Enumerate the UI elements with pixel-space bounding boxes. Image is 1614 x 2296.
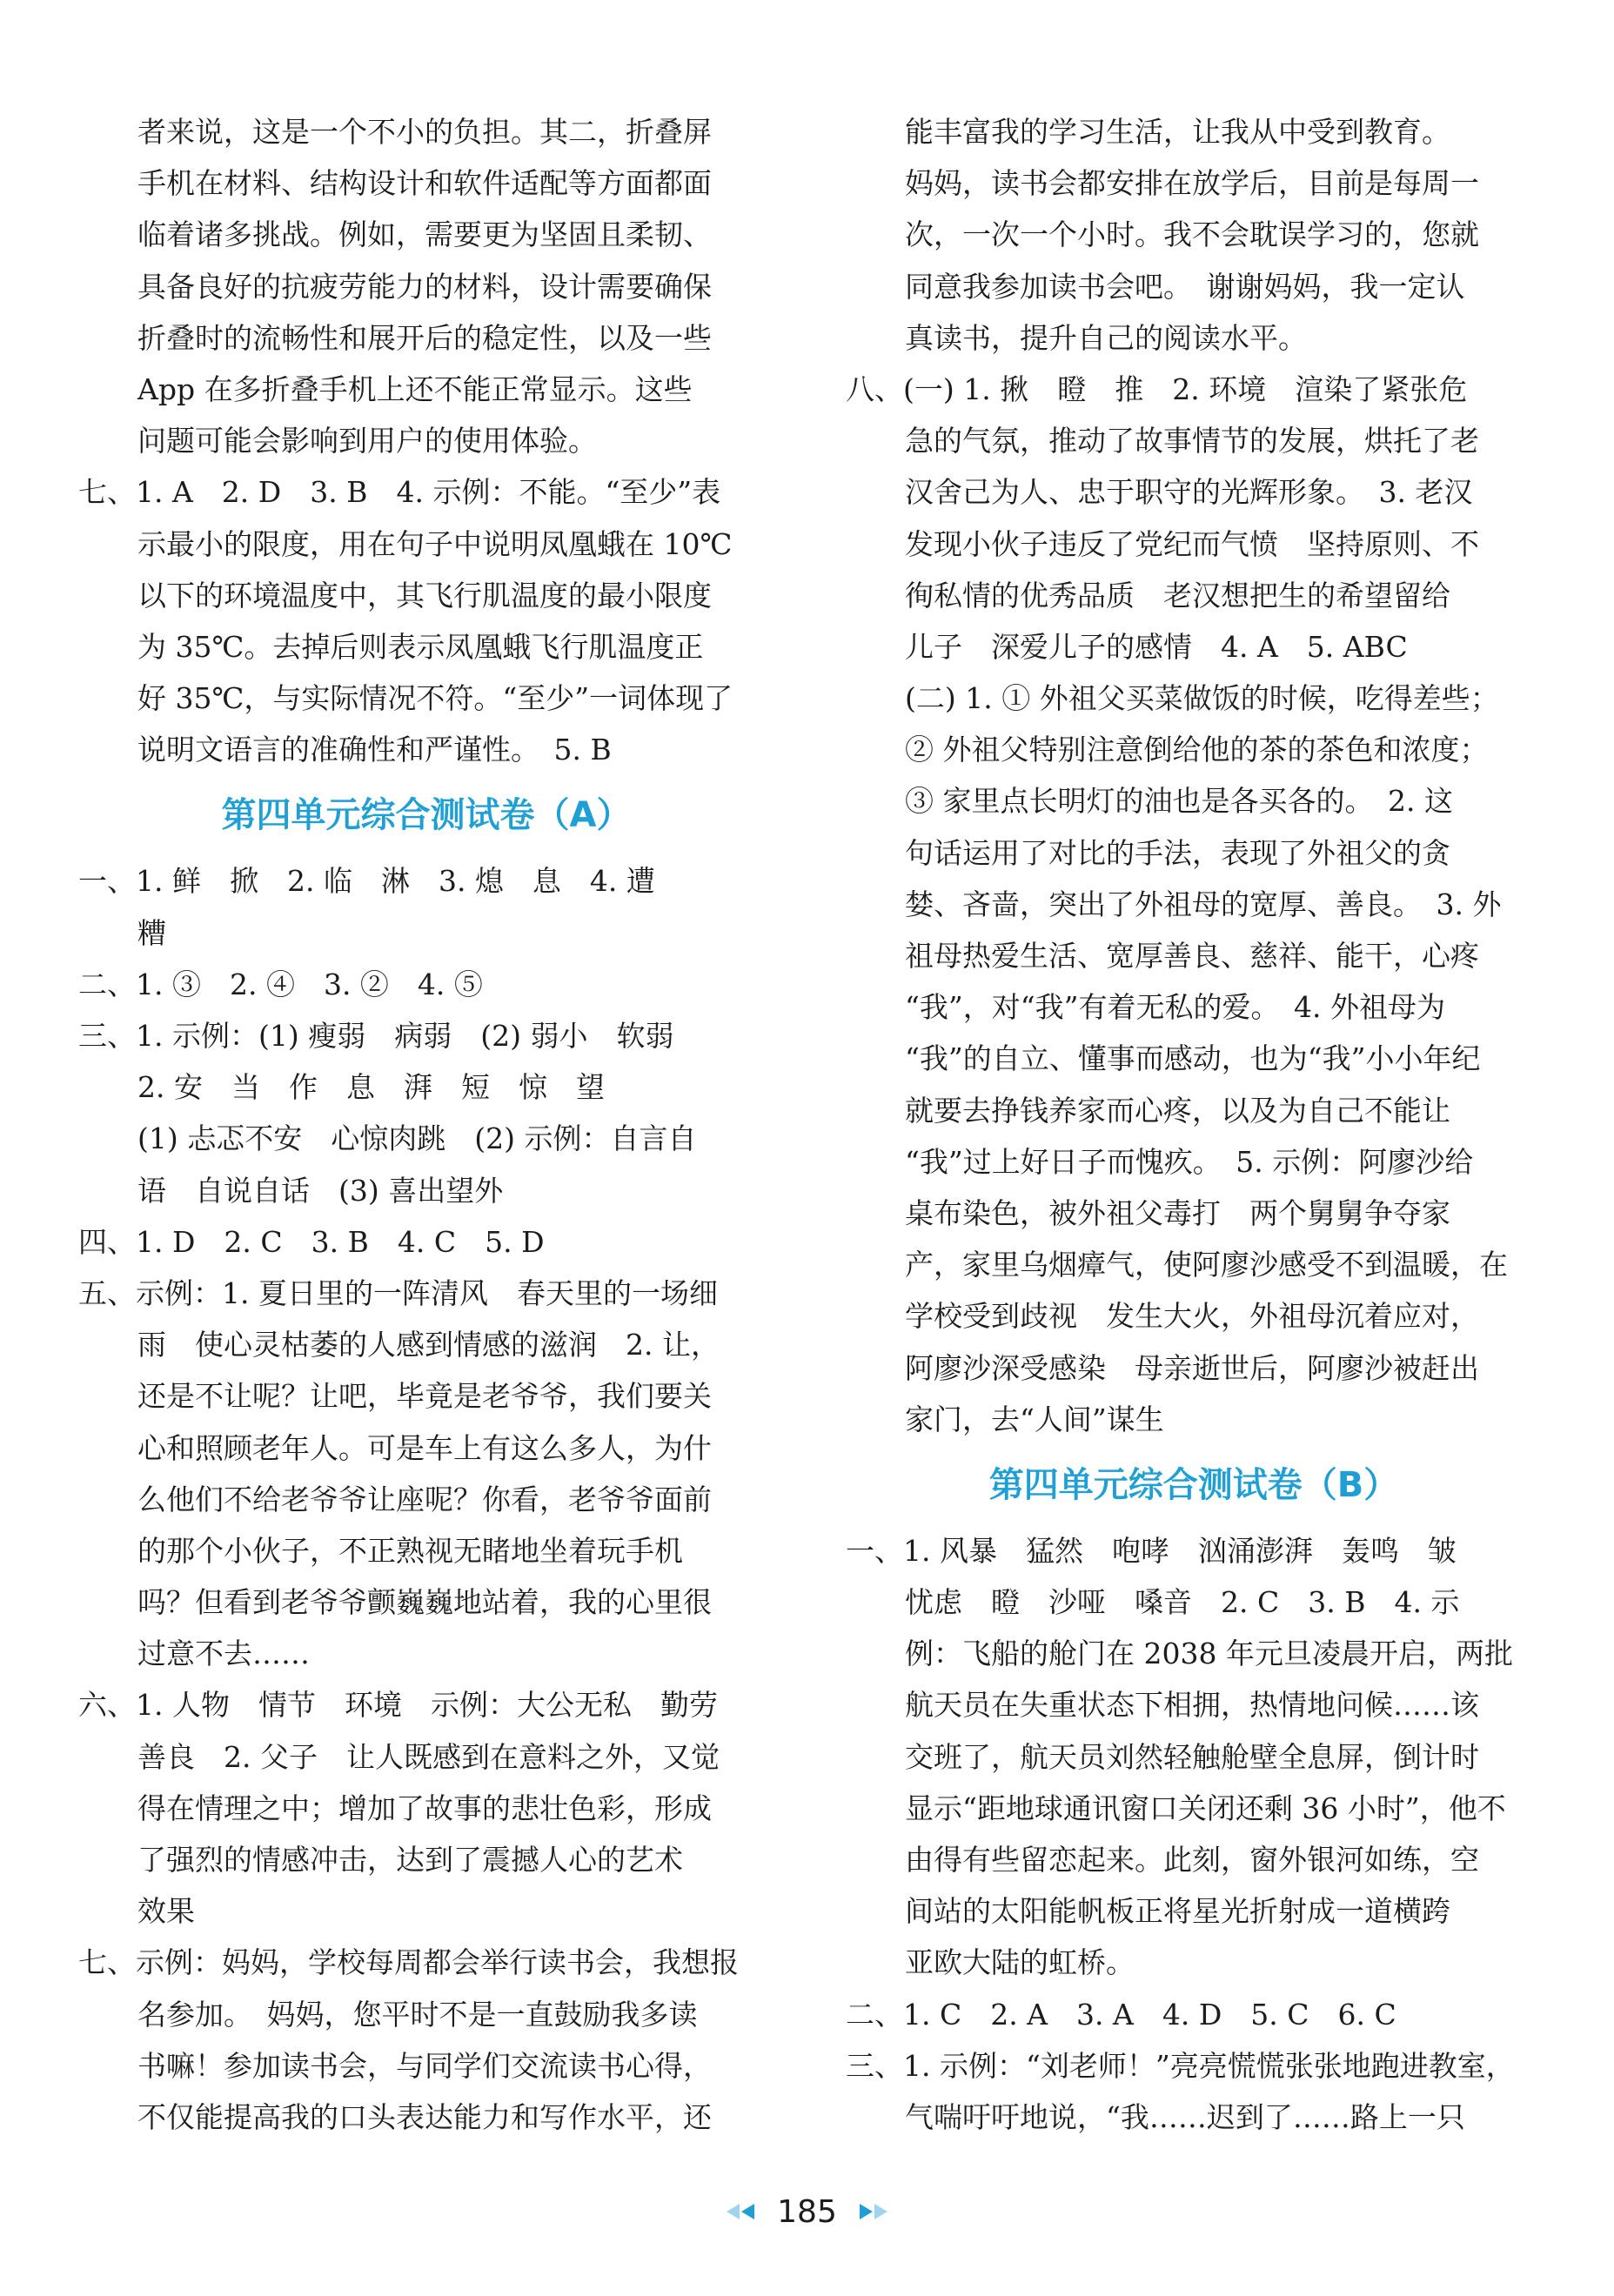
text-line: 名参加。 妈妈，您平时不是一直鼓励我多读	[137, 1997, 698, 2032]
text-line: 次，一次一个小时。我不会耽误学习的，您就	[905, 218, 1479, 252]
text-line: 的那个小伙子，不正熟视无睹地坐着玩手机	[137, 1533, 683, 1568]
text-line: 真读书，提升自己的阅读水平。	[905, 320, 1307, 355]
text-line: 徇私情的优秀品质 老汉想把生的希望留给	[905, 578, 1450, 612]
text-line: 急的气氛，推动了故事情节的发展，烘托了老	[905, 424, 1479, 459]
text-line: (二) 1. ① 外祖父买菜做饭的时候，吃得差些；	[905, 681, 1499, 716]
text-line: 亚欧大陆的虹桥。	[905, 1945, 1135, 1980]
text-line: 得在情理之中；增加了故事的悲壮色彩，形成	[137, 1791, 712, 1825]
text-line: 了强烈的情感冲击，达到了震撼人心的艺术	[137, 1843, 683, 1877]
text-line: 二、1. ③ 2. ④ 3. ② 4. ⑤	[78, 967, 483, 1001]
text-line: “我”，对“我”有着无私的爱。 4. 外祖母为	[905, 990, 1445, 1025]
page-footer	[0, 2192, 1614, 2230]
text-line: 手机在材料、结构设计和软件适配等方面都面	[137, 166, 712, 201]
text-line: 善良 2. 父子 让人既感到在意料之外，又觉	[137, 1739, 720, 1774]
text-line: 例：飞船的舱门在 2038 年元旦凌晨开启，两批	[905, 1637, 1513, 1671]
text-line: 还是不让呢？让吧，毕竟是老爷爷，我们要关	[137, 1379, 712, 1414]
text-line: 家门，去“人间”谋生	[905, 1402, 1164, 1436]
text-line: 七、1. A 2. D 3. B 4. 示例：不能。“至少”表	[78, 475, 721, 510]
text-line: 二、1. C 2. A 3. A 4. D 5. C 6. C	[846, 1997, 1396, 2032]
text-line: 雨 使心灵枯萎的人感到情感的滋润 2. 让，	[137, 1328, 720, 1362]
text-line: 八、(一) 1. 揪 瞪 推 2. 环境 渲染了紧张危	[846, 372, 1468, 406]
text-line: 2. 安 当 作 息 湃 短 惊 望	[137, 1070, 605, 1105]
text-line: 说明文语言的准确性和严谨性。 5. B	[137, 733, 612, 767]
text-line: 五、示例：1. 夏日里的一阵清风 春天里的一场细	[78, 1275, 718, 1310]
text-line: 以下的环境温度中，其飞行肌温度的最小限度	[137, 578, 712, 612]
text-line: 学校受到歧视 发生大火，外祖母沉着应对，	[905, 1299, 1479, 1334]
text-line: “我”过上好日子而愧疚。 5. 示例：阿廖沙给	[905, 1144, 1474, 1179]
text-line: 语 自说自话 (3) 喜出望外	[137, 1173, 504, 1208]
text-line: 三、1. 示例：(1) 瘦弱 病弱 (2) 弱小 软弱	[78, 1019, 674, 1053]
text-line: 一、1. 鲜 掀 2. 临 淋 3. 熄 息 4. 遭	[78, 864, 655, 899]
text-line: ③ 家里点长明灯的油也是各买各的。 2. 这	[905, 784, 1453, 819]
text-line: 糟	[137, 915, 166, 950]
section-title: 第四单元综合测试卷（A）	[221, 795, 632, 836]
text-line: 显示“距地球通讯窗口关闭还剩 36 小时”，他不	[905, 1791, 1506, 1825]
text-line: 桌布染色，被外祖父毒打 两个舅舅争夺家	[905, 1195, 1450, 1230]
text-line: 问题可能会影响到用户的使用体验。	[137, 424, 597, 459]
text-line: 好 35℃，与实际情况不符。“至少”一词体现了	[137, 681, 733, 716]
text-line: 四、1. D 2. C 3. B 4. C 5. D	[78, 1224, 545, 1259]
text-line: 航天员在失重状态下相拥，热情地问候……该	[905, 1688, 1479, 1723]
text-line: 婪、吝啬，突出了外祖母的宽厚、善良。 3. 外	[905, 887, 1502, 921]
text-line: App 在多折叠手机上还不能正常显示。这些	[137, 372, 693, 406]
text-line: 书嘛！参加读书会，与同学们交流读书心得，	[137, 2048, 712, 2083]
text-line: 六、1. 人物 情节 环境 示例：大公无私 勤劳	[78, 1688, 718, 1723]
text-line: 由得有些留恋起来。此刻，窗外银河如练，空	[905, 1843, 1479, 1877]
text-line: 示最小的限度，用在句子中说明凤凰蛾在 10℃	[137, 526, 733, 561]
text-line: “我”的自立、懂事而感动，也为“我”小小年纪	[905, 1041, 1481, 1076]
text-line: 么他们不给老爷爷让座呢？你看，老爷爷面前	[137, 1482, 712, 1516]
left-column	[78, 106, 774, 2143]
text-line: 七、示例：妈妈，学校每周都会举行读书会，我想报	[78, 1945, 739, 1980]
text-line: 能丰富我的学习生活，让我从中受到教育。	[905, 115, 1450, 149]
text-line: 具备良好的抗疲劳能力的材料，设计需要确保	[137, 269, 712, 304]
text-line: 气喘吁吁地说，“我……迟到了……路上一只	[905, 2099, 1465, 2134]
text-line: 阿廖沙深受感染 母亲逝世后，阿廖沙被赶出	[905, 1350, 1479, 1385]
arrow-right-icon	[874, 2204, 887, 2219]
text-line: 汉舍己为人、忠于职守的光辉形象。 3. 老汉	[905, 475, 1473, 510]
text-line: 效果	[137, 1894, 195, 1929]
text-line: 吗？但看到老爷爷颤巍巍地站着，我的心里很	[137, 1585, 712, 1620]
text-line: 儿子 深爱儿子的感情 4. A 5. ABC	[905, 629, 1408, 664]
text-line: 过意不去……	[137, 1637, 310, 1671]
text-line: (1) 忐忑不安 心惊肉跳 (2) 示例：自言自	[137, 1121, 697, 1156]
text-line: 三、1. 示例：“刘老师！”亮亮慌慌张张地跑进教室，	[846, 2048, 1515, 2083]
text-line: 句话运用了对比的手法，表现了外祖父的贪	[905, 835, 1450, 870]
right-column	[846, 106, 1542, 2143]
text-line: ② 外祖父特别注意倒给他的茶的茶色和浓度；	[905, 733, 1489, 767]
text-line: 祖母热爱生活、宽厚善良、慈祥、能干，心疼	[905, 939, 1479, 973]
text-line: 心和照顾老年人。可是车上有这么多人，为什	[137, 1430, 712, 1465]
text-line: 同意我参加读书会吧。 谢谢妈妈，我一定认	[905, 269, 1465, 304]
arrow-left-icon	[727, 2204, 740, 2219]
page-number: 185	[777, 2193, 837, 2230]
text-line: 发现小伙子违反了党纪而气愤 坚持原则、不	[905, 526, 1479, 561]
text-line: 折叠时的流畅性和展开后的稳定性，以及一些	[137, 320, 712, 355]
arrow-left-icon	[741, 2204, 754, 2219]
arrow-right-icon	[860, 2204, 873, 2219]
text-line: 交班了，航天员刘然轻触舱壁全息屏，倒计时	[905, 1739, 1479, 1774]
text-line: 忧虑 瞪 沙哑 嗓音 2. C 3. B 4. 示	[905, 1585, 1460, 1620]
text-line: 产，家里乌烟瘴气，使阿廖沙感受不到温暖，在	[905, 1248, 1508, 1282]
text-line: 临着诸多挑战。例如，需要更为坚固且柔韧、	[137, 218, 712, 252]
text-line: 就要去挣钱养家而心疼，以及为自己不能让	[905, 1093, 1450, 1128]
text-line: 妈妈，读书会都安排在放学后，目前是每周一	[905, 166, 1479, 201]
text-line: 一、1. 风暴 猛然 咆哮 汹涌澎湃 轰鸣 皱	[846, 1533, 1457, 1568]
text-line: 不仅能提高我的口头表达能力和写作水平，还	[137, 2099, 712, 2134]
text-line: 为 35℃。去掉后则表示凤凰蛾飞行肌温度正	[137, 629, 704, 664]
text-line: 间站的太阳能帆板正将星光折射成一道横跨	[905, 1894, 1450, 1929]
section-title: 第四单元综合测试卷（B）	[988, 1464, 1399, 1505]
text-line: 者来说，这是一个不小的负担。其二，折叠屏	[137, 115, 712, 149]
